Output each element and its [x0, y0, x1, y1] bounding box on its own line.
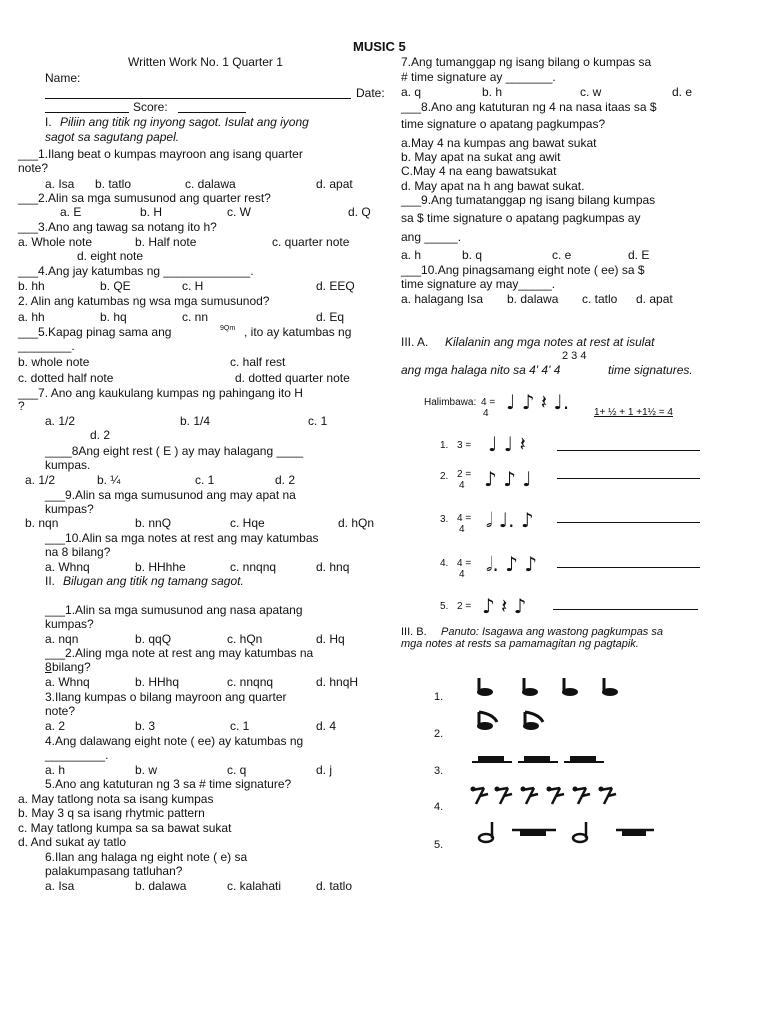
- p2-q5-opt-c[interactable]: c. May tatlong kumpa sa sa bawat sukat: [18, 821, 232, 835]
- p1-q2-opt-d[interactable]: d. Q: [348, 205, 371, 219]
- p3a-item2-den: 4: [459, 480, 465, 491]
- p2-q4-opt-d[interactable]: d. j: [316, 763, 333, 777]
- p1-q5-opt-c[interactable]: c. nn: [182, 310, 209, 324]
- p2-q2-opt-a[interactable]: a. Whnq: [45, 675, 90, 689]
- r-q9: ___9.Ang tumatanggap ng isang bilang kumpas: [401, 193, 656, 207]
- r-q10: ___10.Ang pinagsamang eight note ( ee) sa $: [401, 263, 645, 277]
- p2-q1: ___1.Alin sa mga sumusunod ang nasa apatang: [45, 603, 303, 617]
- r-q8-cont: time signature o apatang pagkumpas?: [401, 117, 606, 131]
- p2-q2-number: 8: [45, 660, 52, 674]
- p3a-item3-den: 4: [459, 524, 465, 535]
- name-label: Name:: [45, 71, 81, 85]
- part1-roman: I.: [45, 115, 52, 129]
- p1-q1-opt-d[interactable]: d. apat: [316, 177, 353, 191]
- p1-q4: ___4.Ang jay katumbas ng _____________.: [18, 264, 254, 278]
- example-label: Halimbawa:: [424, 397, 477, 408]
- p2-q3-opt-b[interactable]: b. 3: [135, 719, 156, 733]
- p1-q1-opt-a[interactable]: a. Isa: [45, 177, 75, 191]
- p3a-item1-num: 1.: [440, 440, 449, 451]
- p1-q1: ___1.Ilang beat o kumpas mayroon ang isang quarter: [18, 147, 303, 161]
- p3a-item5-answer[interactable]: [553, 609, 698, 610]
- p3b-rhythm4-rests: [470, 784, 630, 806]
- p2-q5-opt-b[interactable]: b. May 3 q sa isang rhytmic pattern: [18, 806, 205, 820]
- p2-q1-opt-a[interactable]: a. nqn: [45, 632, 79, 646]
- p1-q1-cont: note?: [18, 161, 49, 175]
- p3a-item4-num: 4.: [440, 558, 449, 569]
- p1-q9-opt-b[interactable]: b. nnQ: [135, 516, 172, 530]
- p1-q8-opt-b[interactable]: b. ¼: [97, 473, 121, 487]
- name-line[interactable]: [45, 98, 351, 99]
- r-q9-cont: sa $ time signature o apatang pagkumpas ay: [401, 211, 641, 225]
- p2-q1-cont: kumpas?: [45, 617, 94, 631]
- r-q9-cont2: ang _____.: [401, 230, 462, 244]
- p3a-item5-notes: ♪ 𝄽 ♪: [482, 594, 527, 618]
- page-subtitle: Written Work No. 1 Quarter 1: [128, 55, 283, 69]
- p1-q10-cont: na 8 bilang?: [45, 545, 111, 559]
- p2-q6-opt-c[interactable]: c. kalahati: [227, 879, 282, 893]
- p2-q3: 3.Ilang kumpas o bilang mayroon ang quarter: [45, 690, 287, 704]
- r-q9-opt-d[interactable]: d. E: [628, 248, 650, 262]
- p1-q5-choice-c[interactable]: c. half rest: [230, 355, 286, 369]
- p1-q7-opt-a[interactable]: a. 1/2: [45, 414, 76, 428]
- part3b-instruction: Panuto: Isagawa ang wastong pagkumpas sa: [441, 626, 663, 638]
- p2-q2-opt-c[interactable]: c. nnqnq: [227, 675, 274, 689]
- p1-q1-opt-b[interactable]: b. tatlo: [95, 177, 132, 191]
- r-q7-opt-c[interactable]: c. w: [580, 85, 602, 99]
- r-q7: 7.Ang tumanggap ng isang bilang o kumpas sa: [401, 55, 652, 69]
- p3b-rhythm3-rests: [472, 754, 612, 768]
- r-q9-opt-a[interactable]: a. h: [401, 248, 422, 262]
- example-den: 4: [483, 408, 489, 419]
- p3a-item1-answer[interactable]: [557, 450, 700, 451]
- p1-q7-opt-b[interactable]: b. 1/4: [180, 414, 211, 428]
- p3a-item2-notes: ♪ ♪ ♩: [484, 467, 532, 491]
- part1-instruction: Piliin ang titik ng inyong sagot. Isulat ang iyong: [60, 115, 309, 129]
- p1-q2-opt-a[interactable]: a. E: [60, 205, 82, 219]
- p1-q7-cont: ?: [18, 399, 25, 413]
- p1-q5-sup: 9Qm: [220, 325, 236, 332]
- p1-q10-opt-d[interactable]: d. hnq: [316, 560, 350, 574]
- r-q10-opt-d[interactable]: d. apat: [636, 292, 673, 306]
- p1-q10-opt-b[interactable]: b. HHhhe: [135, 560, 186, 574]
- p1-q2-opt-b[interactable]: b. H: [140, 205, 163, 219]
- p2-q6-opt-a[interactable]: a. Isa: [45, 879, 75, 893]
- p1-q9-opt-d[interactable]: d. hQn: [338, 516, 375, 530]
- p2-q4-opt-a[interactable]: a. h: [45, 763, 66, 777]
- p1-q9-cont: kumpas?: [45, 502, 94, 516]
- p1-q10-opt-c[interactable]: c. nnqnq: [230, 560, 277, 574]
- p1-q5-choice-d[interactable]: d. dotted quarter note: [235, 371, 350, 385]
- p2-q3-cont: note?: [45, 704, 76, 718]
- p3a-item2-sig: 2 =: [457, 469, 472, 480]
- p1-q2: ___2.Alin sa mga sumusunod ang quarter rest?: [18, 191, 271, 205]
- p2-q2-opt-b[interactable]: b. HHhq: [135, 675, 180, 689]
- example-sig: 4 =: [481, 397, 496, 408]
- r-q7-cont: # time signature ay _______.: [401, 70, 556, 84]
- p1-q8-opt-d[interactable]: d. 2: [275, 473, 296, 487]
- p1-q3-opt-a[interactable]: a. Whole note: [18, 235, 93, 249]
- p2-q4-opt-b[interactable]: b. w: [135, 763, 158, 777]
- p1-q5-choice-b[interactable]: b. whole note: [18, 355, 90, 369]
- r-q8: ___8.Ano ang katuturan ng 4 na nasa itaas sa $: [401, 100, 657, 114]
- p3b-item4-num: 4.: [434, 801, 444, 813]
- p1-q5-end: , ito ay katumbas ng: [244, 325, 352, 339]
- p1-q4-opt-d[interactable]: d. EEQ: [316, 279, 355, 293]
- p3a-item1-sig: 3 =: [457, 440, 472, 451]
- p2-q6: 6.Ilan ang halaga ng eight note ( e) sa: [45, 850, 248, 864]
- p2-q2-opt-d[interactable]: d. hnqH: [316, 675, 359, 689]
- p2-q6-opt-d[interactable]: d. tatlo: [316, 879, 353, 893]
- p1-q5-opt-d[interactable]: d. Eq: [316, 310, 345, 324]
- r-q7-opt-b[interactable]: b. h: [482, 85, 503, 99]
- p3a-item5-sig: 2 =: [457, 601, 472, 612]
- p3b-item5-num: 5.: [434, 839, 444, 851]
- p2-q6-cont: palakumpasang tatluhan?: [45, 864, 183, 878]
- p1-q8: ____8Ang eight rest ( E ) ay may halagang ____: [45, 444, 304, 458]
- p3b-item1-num: 1.: [434, 691, 444, 703]
- p1-q5-choice-c2[interactable]: c. dotted half note: [18, 371, 114, 385]
- p1-q3: ___3.Ano ang tawag sa notang ito h?: [18, 220, 217, 234]
- r-q8-opt-d[interactable]: d. May apat na h ang bawat sukat.: [401, 179, 585, 193]
- score-line[interactable]: [178, 112, 246, 113]
- part3a-instruction-2b: time signatures.: [608, 363, 693, 377]
- p1-q3-opt-c[interactable]: c. quarter note: [272, 235, 350, 249]
- r-q8-opt-b[interactable]: b. May apat na sukat ang awit: [401, 150, 561, 164]
- p2-q1-opt-c[interactable]: c. hQn: [227, 632, 263, 646]
- p1-q7: ___7. Ano ang kaukulang kumpas ng pahingang ito H: [18, 386, 303, 400]
- p1-q5-opt-a[interactable]: a. hh: [18, 310, 45, 324]
- r-q7-opt-a[interactable]: a. q: [401, 85, 422, 99]
- part2-roman: II.: [45, 574, 56, 588]
- r-q8-opt-c[interactable]: C.May 4 na eang bawatsukat: [401, 164, 557, 178]
- p3a-item1-notes: ♩ ♩ 𝄽: [488, 432, 526, 456]
- p2-q5-opt-a[interactable]: a. May tatlong nota sa isang kumpas: [18, 792, 214, 806]
- r-q8-opt-a[interactable]: a.May 4 na kumpas ang bawat sukat: [401, 136, 597, 150]
- p3a-item2-answer[interactable]: [557, 478, 700, 479]
- r-q10-opt-b[interactable]: b. dalawa: [507, 292, 559, 306]
- p2-q4-opt-c[interactable]: c. q: [227, 763, 247, 777]
- p1-q9: ___9.Alin sa mga sumusunod ang may apat na: [45, 488, 296, 502]
- date-line[interactable]: [45, 112, 129, 113]
- date-label: Date:: [356, 86, 385, 100]
- p1-q10-opt-a[interactable]: a. Whnq: [45, 560, 90, 574]
- p1-q5-intro: 2. Alin ang katumbas ng wsa mga sumusunod?: [18, 294, 270, 308]
- p2-q3-opt-a[interactable]: a. 2: [45, 719, 66, 733]
- part3a-heading: III. A.: [401, 335, 429, 349]
- p2-q5: 5.Ano ang katuturan ng 3 sa # time signature?: [45, 777, 292, 791]
- p1-q8-opt-a[interactable]: a. 1/2: [25, 473, 56, 487]
- p2-q3-opt-c[interactable]: c. 1: [230, 719, 250, 733]
- p3b-item3-num: 3.: [434, 765, 444, 777]
- p2-q1-opt-b[interactable]: b. qqQ: [135, 632, 172, 646]
- p1-q4-opt-b[interactable]: b. QE: [100, 279, 131, 293]
- p3a-item3-sig: 4 =: [457, 513, 472, 524]
- p2-q5-opt-d[interactable]: d. And sukat ay tatlo: [18, 835, 127, 849]
- p2-q6-opt-b[interactable]: b. dalawa: [135, 879, 187, 893]
- p3b-item2-num: 2.: [434, 728, 444, 740]
- p1-q1-opt-c[interactable]: c. dalawa: [185, 177, 236, 191]
- score-label: Score:: [133, 100, 168, 114]
- p1-q5-opt-b[interactable]: b. hq: [100, 310, 127, 324]
- p2-q4: 4.Ang dalawang eight note ( ee) ay katumbas ng: [45, 734, 304, 748]
- p3a-item3-num: 3.: [440, 514, 449, 525]
- example-sum: 1+ ½ + 1 +1½ = 4: [594, 407, 673, 418]
- p2-q1-opt-d[interactable]: d. Hq: [316, 632, 345, 646]
- p1-q9-opt-c[interactable]: c. Hqe: [230, 516, 265, 530]
- r-q10-opt-c[interactable]: c. tatlo: [582, 292, 618, 306]
- p1-q2-opt-c[interactable]: c. W: [227, 205, 251, 219]
- example-notes: ♩ ♪ 𝄽 ♩.: [506, 390, 570, 414]
- p3a-item2-num: 2.: [440, 471, 449, 482]
- p1-q10: ___10.Alin sa mga notes at rest ang may katumbas: [45, 531, 319, 545]
- p1-q5: ___5.Kapag pinag sama ang: [18, 325, 172, 339]
- p3a-item4-den: 4: [459, 569, 465, 580]
- part3a-instruction-2a: ang mga halaga nito sa 4' 4' 4: [401, 363, 561, 377]
- p3b-rhythm5-mixed: [476, 820, 656, 844]
- p3a-item5-num: 5.: [440, 601, 449, 612]
- part3a-instruction: Kilalanin ang mga notes at rest at isulat: [445, 335, 655, 349]
- p2-q4-cont: _________.: [45, 748, 109, 762]
- p1-q7-opt-c[interactable]: c. 1: [308, 414, 328, 428]
- p2-q2-cont: bilang?: [52, 660, 91, 674]
- r-q10-cont: time signature ay may_____.: [401, 277, 556, 291]
- p3a-item4-notes: 𝅗𝅥. ♪ ♪: [486, 552, 537, 576]
- p3b-rhythm1-notes: [475, 676, 625, 698]
- r-q10-opt-a[interactable]: a. halagang Isa: [401, 292, 484, 306]
- part3b-heading: III. B.: [401, 626, 427, 638]
- p3a-item4-answer[interactable]: [557, 567, 700, 568]
- p1-q8-cont: kumpas.: [45, 458, 91, 472]
- part3b-instruction-2: mga notes at rests sa pamamagitan ng pagtapik.: [401, 638, 639, 650]
- r-q9-opt-b[interactable]: b. q: [462, 248, 483, 262]
- p1-q9-opt-a[interactable]: b. nqn: [25, 516, 59, 530]
- r-q7-opt-d[interactable]: d. e: [672, 85, 693, 99]
- p2-q2: ___2.Aling mga note at rest ang may katumbas na: [45, 646, 314, 660]
- page-title: MUSIC 5: [353, 39, 406, 54]
- p1-q3-opt-b[interactable]: b. Half note: [135, 235, 197, 249]
- p1-q4-opt-c[interactable]: c. H: [182, 279, 204, 293]
- p3b-rhythm2-notes: [475, 710, 565, 732]
- part1-instruction-2: sagot sa sagutang papel.: [45, 130, 180, 144]
- p3a-item4-sig: 4 =: [457, 558, 472, 569]
- p1-q8-opt-c[interactable]: c. 1: [195, 473, 215, 487]
- p1-q7-opt-d[interactable]: d. 2: [90, 428, 111, 442]
- p2-q3-opt-d[interactable]: d. 4: [316, 719, 337, 733]
- r-q9-opt-c[interactable]: c. e: [552, 248, 572, 262]
- p1-q4-opt-a[interactable]: b. hh: [18, 279, 45, 293]
- p1-q5-blank: ________.: [18, 339, 75, 353]
- p3a-item3-answer[interactable]: [557, 522, 700, 523]
- part3a-sig-nums: 2 3 4: [562, 350, 587, 362]
- part2-instruction: Bilugan ang titik ng tamang sagot.: [63, 574, 244, 588]
- p1-q3-opt-d[interactable]: d. eight note: [77, 249, 144, 263]
- p3a-item3-notes: 𝅗𝅥 ♩. ♪: [486, 508, 534, 532]
